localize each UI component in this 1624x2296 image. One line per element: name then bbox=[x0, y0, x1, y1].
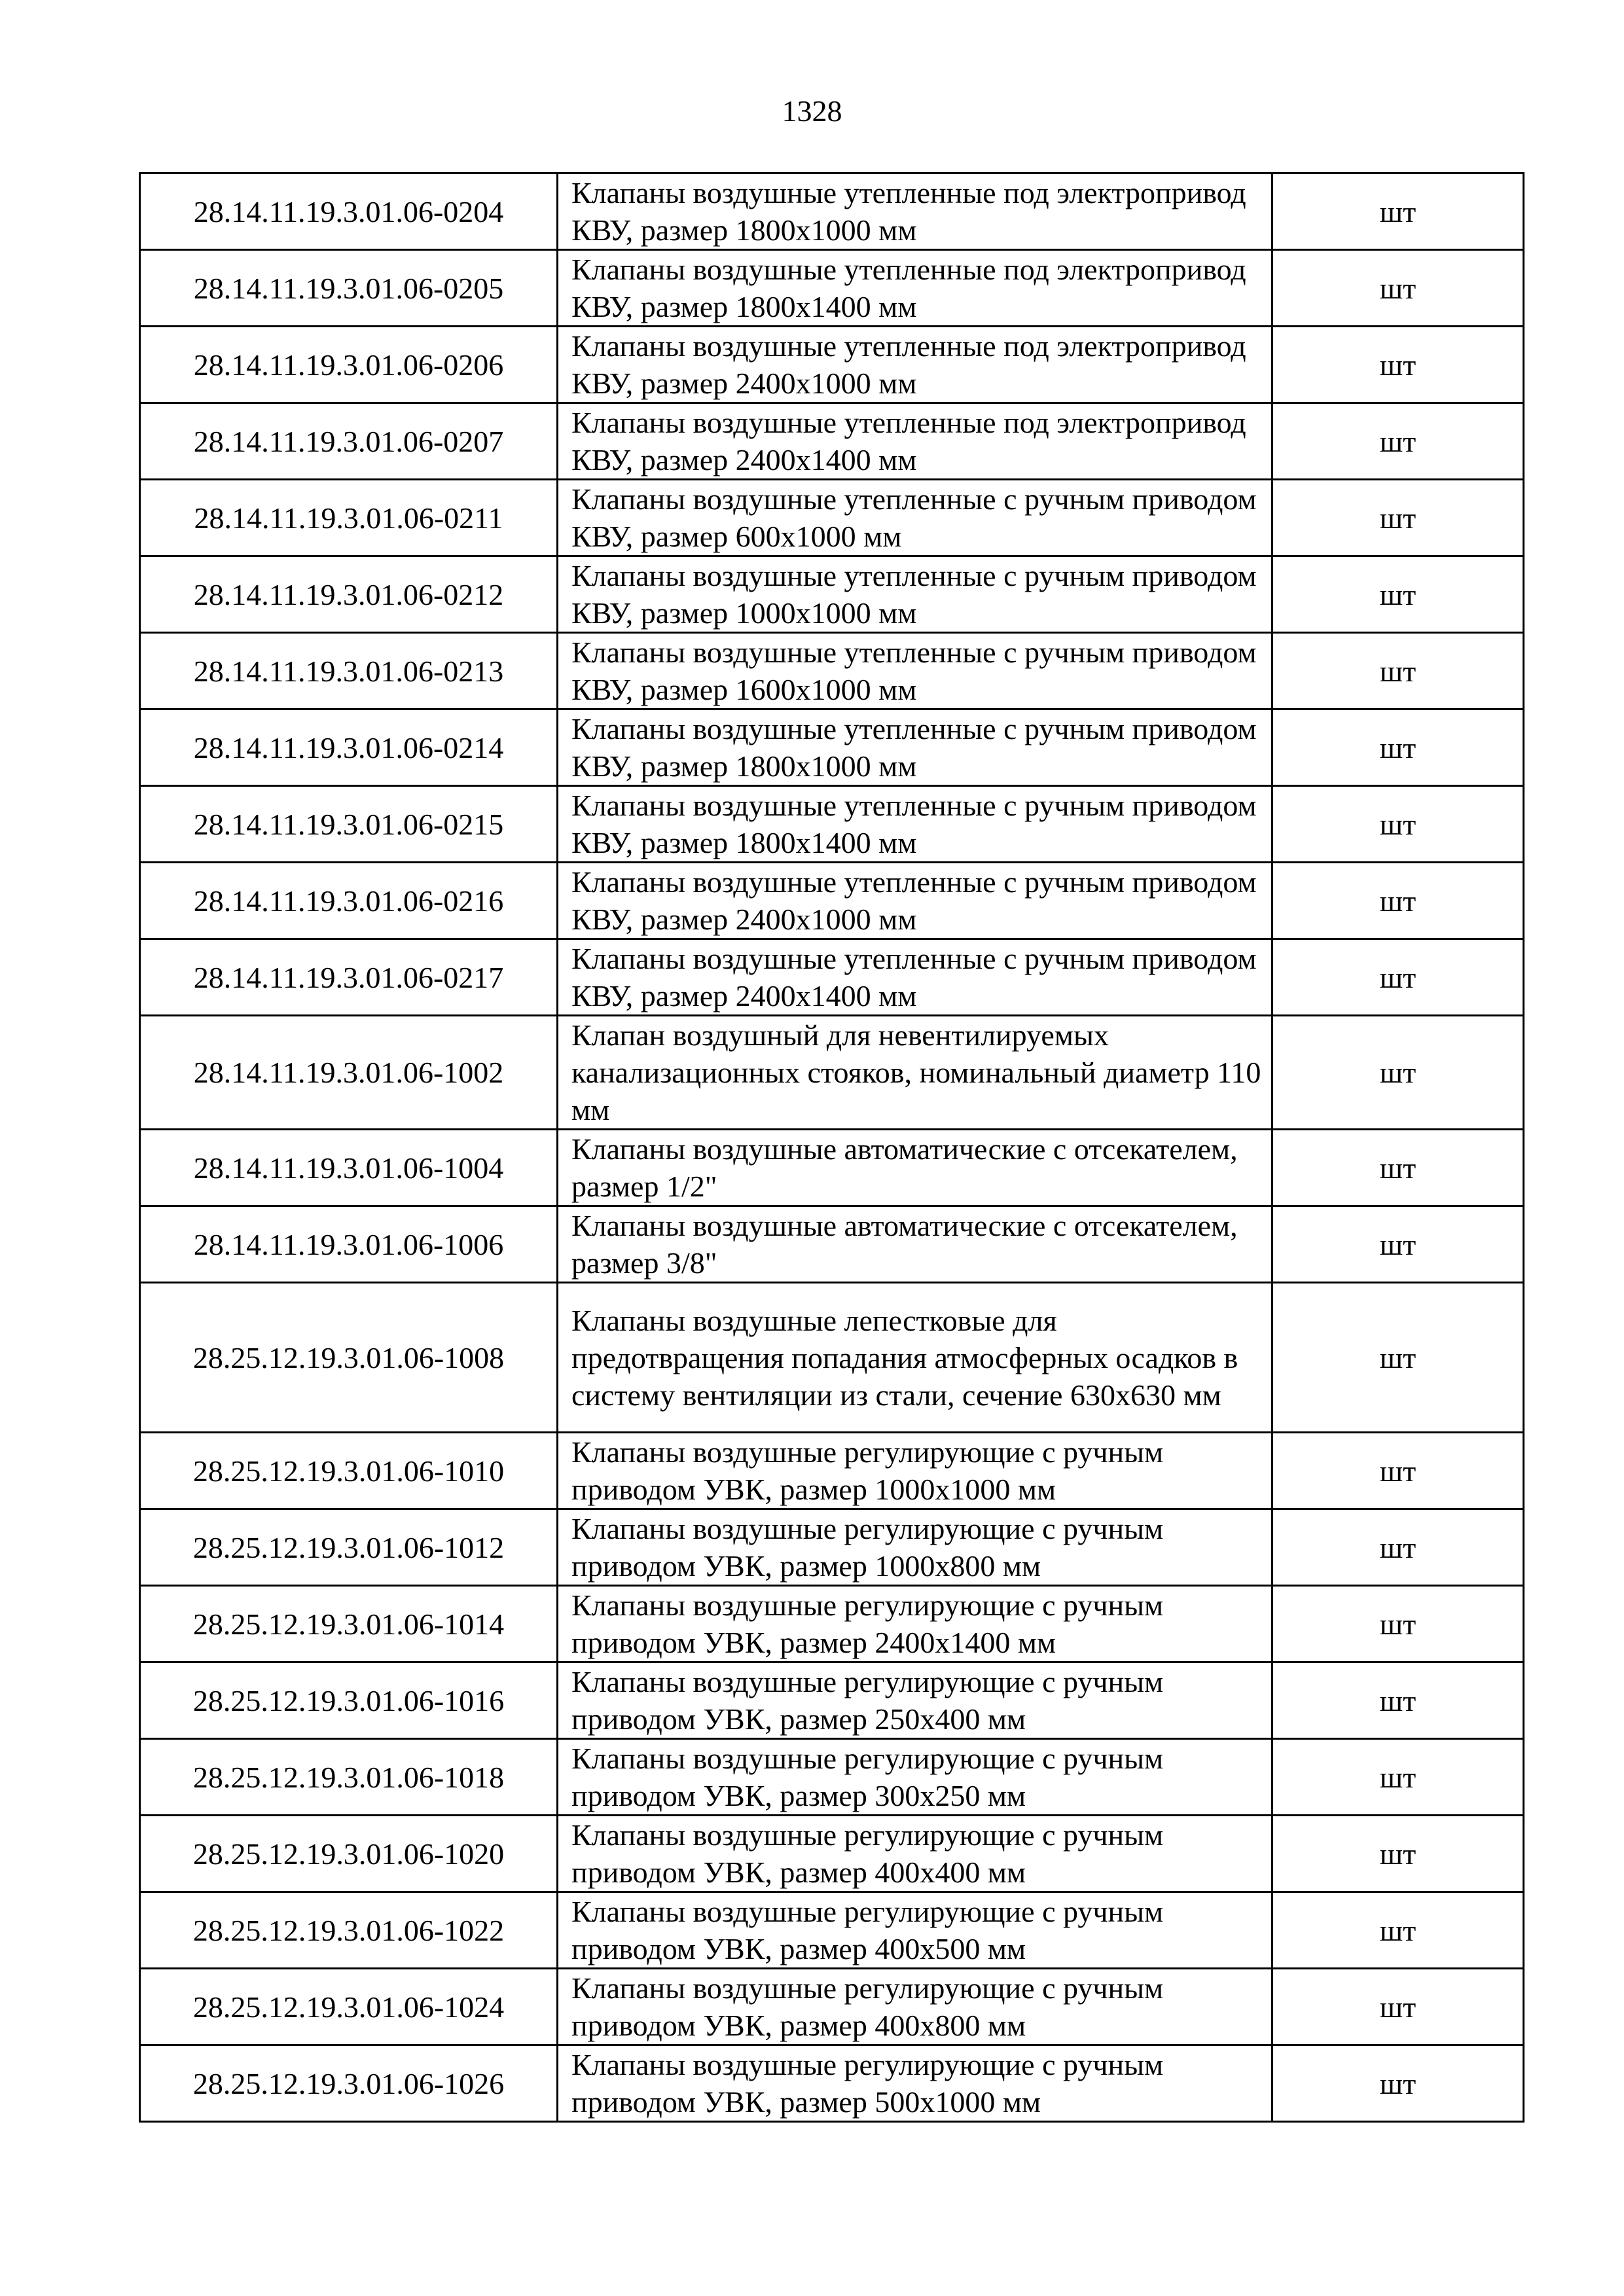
table-row bbox=[140, 1662, 1524, 1739]
table-row bbox=[140, 1739, 1524, 1816]
item-unit-cell: шт bbox=[1272, 1433, 1524, 1509]
item-code-cell: 28.14.11.19.3.01.06-0216 bbox=[140, 863, 558, 939]
item-code-cell: 28.25.12.19.3.01.06-1014 bbox=[140, 1586, 558, 1662]
item-name-cell: Клапаны воздушные утепленные с ручным приводом КВУ, размер 1600х1000 мм bbox=[558, 633, 1272, 709]
item-name-cell: Клапаны воздушные лепестковые для предотвращения попадания атмосферных осадков в систему вентиляции из стали, сечение 630х630 мм bbox=[558, 1283, 1272, 1433]
table-row bbox=[140, 1892, 1524, 1969]
table-row bbox=[140, 863, 1524, 939]
item-code-cell: 28.14.11.19.3.01.06-0207 bbox=[140, 403, 558, 480]
item-unit-cell: шт bbox=[1272, 1283, 1524, 1433]
item-name-cell: Клапаны воздушные утепленные с ручным приводом КВУ, размер 1800х1000 мм bbox=[558, 709, 1272, 786]
item-unit-cell: шт bbox=[1272, 173, 1524, 250]
table-row bbox=[140, 1816, 1524, 1892]
item-code-cell: 28.14.11.19.3.01.06-1002 bbox=[140, 1016, 558, 1130]
table-row bbox=[140, 556, 1524, 633]
item-name-cell: Клапаны воздушные регулирующие с ручным приводом УВК, размер 400х500 мм bbox=[558, 1892, 1272, 1969]
item-code-cell: 28.14.11.19.3.01.06-0215 bbox=[140, 786, 558, 863]
item-code-cell: 28.25.12.19.3.01.06-1022 bbox=[140, 1892, 558, 1969]
item-unit-cell: шт bbox=[1272, 1586, 1524, 1662]
table-row bbox=[140, 939, 1524, 1016]
item-code-cell: 28.14.11.19.3.01.06-0213 bbox=[140, 633, 558, 709]
table-row bbox=[140, 327, 1524, 403]
table-row bbox=[140, 1509, 1524, 1586]
item-name-cell: Клапаны воздушные утепленные с ручным приводом КВУ, размер 2400х1000 мм bbox=[558, 863, 1272, 939]
item-name-cell: Клапаны воздушные утепленные с ручным приводом КВУ, размер 1800х1400 мм bbox=[558, 786, 1272, 863]
table-row bbox=[140, 633, 1524, 709]
item-unit-cell: шт bbox=[1272, 1509, 1524, 1586]
item-name-cell: Клапаны воздушные утепленные с ручным приводом КВУ, размер 1000х1000 мм bbox=[558, 556, 1272, 633]
item-name-cell: Клапаны воздушные регулирующие с ручным приводом УВК, размер 400х400 мм bbox=[558, 1816, 1272, 1892]
item-name-cell: Клапаны воздушные регулирующие с ручным приводом УВК, размер 300х250 мм bbox=[558, 1739, 1272, 1816]
item-name-cell: Клапаны воздушные регулирующие с ручным приводом УВК, размер 2400х1400 мм bbox=[558, 1586, 1272, 1662]
item-unit-cell: шт bbox=[1272, 1892, 1524, 1969]
item-name-cell: Клапаны воздушные автоматические с отсекателем, размер 3/8" bbox=[558, 1206, 1272, 1283]
item-unit-cell: шт bbox=[1272, 709, 1524, 786]
item-name-cell: Клапаны воздушные регулирующие с ручным приводом УВК, размер 500х1000 мм bbox=[558, 2045, 1272, 2122]
item-name-cell: Клапаны воздушные регулирующие с ручным приводом УВК, размер 400х800 мм bbox=[558, 1969, 1272, 2045]
table-row bbox=[140, 1016, 1524, 1130]
table-row bbox=[140, 786, 1524, 863]
table-row bbox=[140, 403, 1524, 480]
table-body bbox=[140, 173, 1524, 2122]
item-unit-cell: шт bbox=[1272, 1016, 1524, 1130]
item-code-cell: 28.25.12.19.3.01.06-1010 bbox=[140, 1433, 558, 1509]
item-name-cell: Клапан воздушный для невентилируемых канализационных стояков, номинальный диаметр 110 мм bbox=[558, 1016, 1272, 1130]
table-row bbox=[140, 480, 1524, 556]
item-unit-cell: шт bbox=[1272, 1206, 1524, 1283]
table-row bbox=[140, 709, 1524, 786]
item-unit-cell: шт bbox=[1272, 556, 1524, 633]
item-name-cell: Клапаны воздушные утепленные под электропривод КВУ, размер 1800х1000 мм bbox=[558, 173, 1272, 250]
item-code-cell: 28.25.12.19.3.01.06-1024 bbox=[140, 1969, 558, 2045]
item-name-cell: Клапаны воздушные регулирующие с ручным приводом УВК, размер 1000х1000 мм bbox=[558, 1433, 1272, 1509]
item-name-cell: Клапаны воздушные утепленные под электропривод КВУ, размер 1800х1400 мм bbox=[558, 250, 1272, 327]
item-name-cell: Клапаны воздушные утепленные под электропривод КВУ, размер 2400х1000 мм bbox=[558, 327, 1272, 403]
item-unit-cell: шт bbox=[1272, 403, 1524, 480]
item-code-cell: 28.25.12.19.3.01.06-1020 bbox=[140, 1816, 558, 1892]
item-code-cell: 28.14.11.19.3.01.06-0217 bbox=[140, 939, 558, 1016]
catalog-table bbox=[139, 172, 1525, 2123]
item-name-cell: Клапаны воздушные регулирующие с ручным приводом УВК, размер 250х400 мм bbox=[558, 1662, 1272, 1739]
item-unit-cell: шт bbox=[1272, 1662, 1524, 1739]
item-unit-cell: шт bbox=[1272, 1130, 1524, 1206]
item-code-cell: 28.14.11.19.3.01.06-0212 bbox=[140, 556, 558, 633]
table-row bbox=[140, 1283, 1524, 1433]
item-code-cell: 28.14.11.19.3.01.06-1006 bbox=[140, 1206, 558, 1283]
item-code-cell: 28.25.12.19.3.01.06-1008 bbox=[140, 1283, 558, 1433]
item-unit-cell: шт bbox=[1272, 250, 1524, 327]
item-name-cell: Клапаны воздушные автоматические с отсекателем, размер 1/2" bbox=[558, 1130, 1272, 1206]
item-code-cell: 28.25.12.19.3.01.06-1018 bbox=[140, 1739, 558, 1816]
item-code-cell: 28.14.11.19.3.01.06-0206 bbox=[140, 327, 558, 403]
table-row bbox=[140, 1586, 1524, 1662]
item-code-cell: 28.14.11.19.3.01.06-0204 bbox=[140, 173, 558, 250]
table-row bbox=[140, 1433, 1524, 1509]
item-name-cell: Клапаны воздушные утепленные под электропривод КВУ, размер 2400х1400 мм bbox=[558, 403, 1272, 480]
item-code-cell: 28.14.11.19.3.01.06-0214 bbox=[140, 709, 558, 786]
page-number: 1328 bbox=[782, 94, 842, 128]
item-unit-cell: шт bbox=[1272, 2045, 1524, 2122]
item-code-cell: 28.14.11.19.3.01.06-0205 bbox=[140, 250, 558, 327]
table-row bbox=[140, 2045, 1524, 2122]
item-unit-cell: шт bbox=[1272, 939, 1524, 1016]
item-unit-cell: шт bbox=[1272, 1816, 1524, 1892]
item-name-cell: Клапаны воздушные регулирующие с ручным приводом УВК, размер 1000х800 мм bbox=[558, 1509, 1272, 1586]
item-unit-cell: шт bbox=[1272, 863, 1524, 939]
item-name-cell: Клапаны воздушные утепленные с ручным приводом КВУ, размер 600х1000 мм bbox=[558, 480, 1272, 556]
item-unit-cell: шт bbox=[1272, 786, 1524, 863]
item-unit-cell: шт bbox=[1272, 1739, 1524, 1816]
table-row bbox=[140, 1969, 1524, 2045]
table-row bbox=[140, 173, 1524, 250]
table-row bbox=[140, 250, 1524, 327]
item-code-cell: 28.14.11.19.3.01.06-1004 bbox=[140, 1130, 558, 1206]
item-code-cell: 28.25.12.19.3.01.06-1016 bbox=[140, 1662, 558, 1739]
table-row bbox=[140, 1206, 1524, 1283]
item-unit-cell: шт bbox=[1272, 480, 1524, 556]
item-name-cell: Клапаны воздушные утепленные с ручным приводом КВУ, размер 2400х1400 мм bbox=[558, 939, 1272, 1016]
item-code-cell: 28.25.12.19.3.01.06-1012 bbox=[140, 1509, 558, 1586]
item-unit-cell: шт bbox=[1272, 633, 1524, 709]
table-row bbox=[140, 1130, 1524, 1206]
item-code-cell: 28.25.12.19.3.01.06-1026 bbox=[140, 2045, 558, 2122]
item-code-cell: 28.14.11.19.3.01.06-0211 bbox=[140, 480, 558, 556]
item-unit-cell: шт bbox=[1272, 1969, 1524, 2045]
item-unit-cell: шт bbox=[1272, 327, 1524, 403]
